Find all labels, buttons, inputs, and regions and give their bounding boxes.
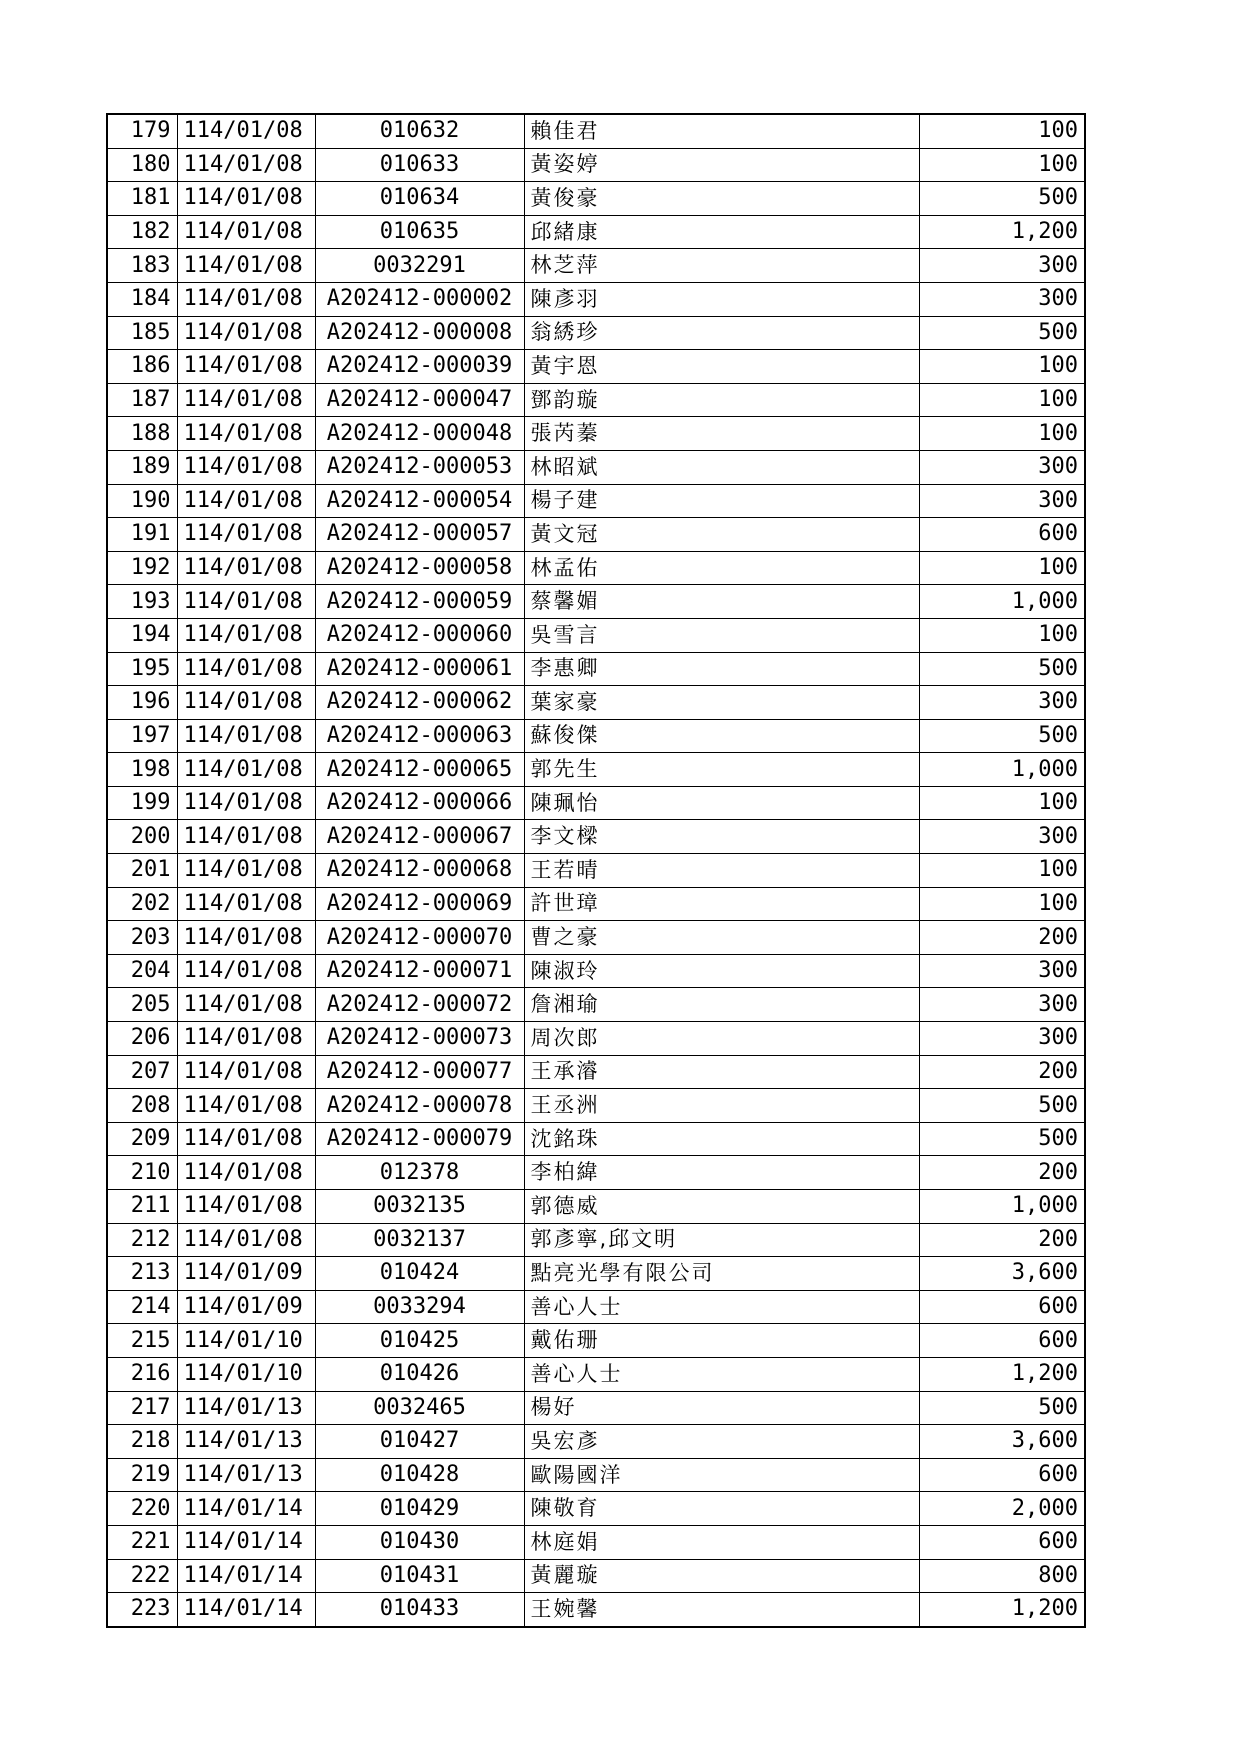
row-number-cell: 210 bbox=[107, 1156, 177, 1190]
table-row bbox=[107, 1055, 1085, 1089]
donor-name-cell: 張芮蓁 bbox=[524, 417, 919, 451]
receipt-number-cell: A202412-000059 bbox=[315, 585, 524, 619]
table-row bbox=[107, 114, 1085, 148]
donor-name-cell: 黃姿婷 bbox=[524, 148, 919, 182]
row-number-cell: 207 bbox=[107, 1055, 177, 1089]
table-row bbox=[107, 854, 1085, 888]
receipt-number-cell: 010431 bbox=[315, 1559, 524, 1593]
row-number-cell: 214 bbox=[107, 1290, 177, 1324]
date-cell: 114/01/10 bbox=[177, 1357, 315, 1391]
receipt-number-cell: 010433 bbox=[315, 1593, 524, 1627]
donor-name-cell: 李惠卿 bbox=[524, 652, 919, 686]
date-cell: 114/01/08 bbox=[177, 1156, 315, 1190]
receipt-number-cell: A202412-000071 bbox=[315, 954, 524, 988]
donor-name-cell: 郭德威 bbox=[524, 1190, 919, 1224]
donor-name-cell: 李文樑 bbox=[524, 820, 919, 854]
receipt-number-cell: 0032137 bbox=[315, 1223, 524, 1257]
amount-cell: 100 bbox=[919, 887, 1085, 921]
row-number-cell: 185 bbox=[107, 316, 177, 350]
donor-name-cell: 翁綉珍 bbox=[524, 316, 919, 350]
date-cell: 114/01/09 bbox=[177, 1290, 315, 1324]
receipt-number-cell: A202412-000068 bbox=[315, 854, 524, 888]
table-row bbox=[107, 249, 1085, 283]
amount-cell: 500 bbox=[919, 719, 1085, 753]
date-cell: 114/01/08 bbox=[177, 215, 315, 249]
donor-name-cell: 李柏緯 bbox=[524, 1156, 919, 1190]
receipt-number-cell: A202412-000058 bbox=[315, 551, 524, 585]
date-cell: 114/01/10 bbox=[177, 1324, 315, 1358]
row-number-cell: 203 bbox=[107, 921, 177, 955]
table-row bbox=[107, 383, 1085, 417]
table-row bbox=[107, 215, 1085, 249]
date-cell: 114/01/08 bbox=[177, 652, 315, 686]
date-cell: 114/01/08 bbox=[177, 585, 315, 619]
date-cell: 114/01/14 bbox=[177, 1525, 315, 1559]
date-cell: 114/01/08 bbox=[177, 1055, 315, 1089]
donor-name-cell: 賴佳君 bbox=[524, 114, 919, 148]
amount-cell: 300 bbox=[919, 988, 1085, 1022]
amount-cell: 600 bbox=[919, 1458, 1085, 1492]
row-number-cell: 223 bbox=[107, 1593, 177, 1627]
date-cell: 114/01/13 bbox=[177, 1458, 315, 1492]
table-row bbox=[107, 282, 1085, 316]
table-row bbox=[107, 753, 1085, 787]
date-cell: 114/01/08 bbox=[177, 484, 315, 518]
amount-cell: 100 bbox=[919, 786, 1085, 820]
donor-name-cell: 林孟佑 bbox=[524, 551, 919, 585]
table-row bbox=[107, 1122, 1085, 1156]
date-cell: 114/01/08 bbox=[177, 383, 315, 417]
amount-cell: 100 bbox=[919, 148, 1085, 182]
donor-name-cell: 善心人士 bbox=[524, 1290, 919, 1324]
date-cell: 114/01/08 bbox=[177, 114, 315, 148]
row-number-cell: 190 bbox=[107, 484, 177, 518]
donor-name-cell: 善心人士 bbox=[524, 1357, 919, 1391]
donor-name-cell: 吳雪言 bbox=[524, 618, 919, 652]
amount-cell: 3,600 bbox=[919, 1257, 1085, 1291]
row-number-cell: 217 bbox=[107, 1391, 177, 1425]
date-cell: 114/01/08 bbox=[177, 282, 315, 316]
receipt-number-cell: A202412-000054 bbox=[315, 484, 524, 518]
row-number-cell: 212 bbox=[107, 1223, 177, 1257]
date-cell: 114/01/08 bbox=[177, 316, 315, 350]
receipt-number-cell: A202412-000069 bbox=[315, 887, 524, 921]
amount-cell: 300 bbox=[919, 1022, 1085, 1056]
donor-name-cell: 歐陽國洋 bbox=[524, 1458, 919, 1492]
date-cell: 114/01/08 bbox=[177, 148, 315, 182]
table-row bbox=[107, 686, 1085, 720]
table-row bbox=[107, 1290, 1085, 1324]
donor-name-cell: 王丞洲 bbox=[524, 1089, 919, 1123]
table-row bbox=[107, 1525, 1085, 1559]
table-row bbox=[107, 350, 1085, 384]
table-row bbox=[107, 417, 1085, 451]
table-row bbox=[107, 652, 1085, 686]
receipt-number-cell: A202412-000039 bbox=[315, 350, 524, 384]
row-number-cell: 191 bbox=[107, 518, 177, 552]
date-cell: 114/01/08 bbox=[177, 887, 315, 921]
row-number-cell: 198 bbox=[107, 753, 177, 787]
amount-cell: 500 bbox=[919, 652, 1085, 686]
row-number-cell: 188 bbox=[107, 417, 177, 451]
amount-cell: 200 bbox=[919, 1223, 1085, 1257]
donor-name-cell: 王婉馨 bbox=[524, 1593, 919, 1627]
date-cell: 114/01/08 bbox=[177, 988, 315, 1022]
receipt-number-cell: A202412-000057 bbox=[315, 518, 524, 552]
amount-cell: 300 bbox=[919, 484, 1085, 518]
date-cell: 114/01/14 bbox=[177, 1492, 315, 1526]
date-cell: 114/01/13 bbox=[177, 1425, 315, 1459]
row-number-cell: 204 bbox=[107, 954, 177, 988]
donor-name-cell: 許世璋 bbox=[524, 887, 919, 921]
date-cell: 114/01/08 bbox=[177, 686, 315, 720]
amount-cell: 600 bbox=[919, 1324, 1085, 1358]
receipt-number-cell: A202412-000047 bbox=[315, 383, 524, 417]
date-cell: 114/01/08 bbox=[177, 820, 315, 854]
donor-name-cell: 陳珮怡 bbox=[524, 786, 919, 820]
receipt-number-cell: 010426 bbox=[315, 1357, 524, 1391]
receipt-number-cell: A202412-000060 bbox=[315, 618, 524, 652]
amount-cell: 300 bbox=[919, 450, 1085, 484]
table-row bbox=[107, 316, 1085, 350]
row-number-cell: 193 bbox=[107, 585, 177, 619]
receipt-number-cell: 010633 bbox=[315, 148, 524, 182]
amount-cell: 1,200 bbox=[919, 1357, 1085, 1391]
row-number-cell: 208 bbox=[107, 1089, 177, 1123]
receipt-number-cell: A202412-000002 bbox=[315, 282, 524, 316]
row-number-cell: 199 bbox=[107, 786, 177, 820]
date-cell: 114/01/08 bbox=[177, 182, 315, 216]
donor-name-cell: 郭先生 bbox=[524, 753, 919, 787]
donor-name-cell: 蘇俊傑 bbox=[524, 719, 919, 753]
row-number-cell: 216 bbox=[107, 1357, 177, 1391]
table-row bbox=[107, 551, 1085, 585]
donor-name-cell: 王若晴 bbox=[524, 854, 919, 888]
donor-name-cell: 楊子建 bbox=[524, 484, 919, 518]
receipt-number-cell: A202412-000066 bbox=[315, 786, 524, 820]
receipt-number-cell: A202412-000048 bbox=[315, 417, 524, 451]
amount-cell: 3,600 bbox=[919, 1425, 1085, 1459]
row-number-cell: 200 bbox=[107, 820, 177, 854]
amount-cell: 500 bbox=[919, 182, 1085, 216]
date-cell: 114/01/08 bbox=[177, 786, 315, 820]
table-row bbox=[107, 1257, 1085, 1291]
donor-name-cell: 楊好 bbox=[524, 1391, 919, 1425]
donor-name-cell: 鄧韵璇 bbox=[524, 383, 919, 417]
receipt-number-cell: A202412-000077 bbox=[315, 1055, 524, 1089]
table-row bbox=[107, 1324, 1085, 1358]
table-row bbox=[107, 1190, 1085, 1224]
table-row bbox=[107, 148, 1085, 182]
donor-name-cell: 吳宏彥 bbox=[524, 1425, 919, 1459]
donor-name-cell: 戴佑珊 bbox=[524, 1324, 919, 1358]
date-cell: 114/01/14 bbox=[177, 1593, 315, 1627]
receipt-number-cell: A202412-000079 bbox=[315, 1122, 524, 1156]
receipt-number-cell: 0032465 bbox=[315, 1391, 524, 1425]
receipt-number-cell: 0032291 bbox=[315, 249, 524, 283]
table-row bbox=[107, 182, 1085, 216]
receipt-number-cell: A202412-000008 bbox=[315, 316, 524, 350]
amount-cell: 100 bbox=[919, 383, 1085, 417]
table-row bbox=[107, 1089, 1085, 1123]
row-number-cell: 186 bbox=[107, 350, 177, 384]
row-number-cell: 197 bbox=[107, 719, 177, 753]
donor-name-cell: 黃文冠 bbox=[524, 518, 919, 552]
table-row bbox=[107, 1425, 1085, 1459]
row-number-cell: 183 bbox=[107, 249, 177, 283]
donor-name-cell: 曹之豪 bbox=[524, 921, 919, 955]
date-cell: 114/01/08 bbox=[177, 450, 315, 484]
table-row bbox=[107, 518, 1085, 552]
row-number-cell: 180 bbox=[107, 148, 177, 182]
amount-cell: 500 bbox=[919, 1089, 1085, 1123]
row-number-cell: 219 bbox=[107, 1458, 177, 1492]
receipt-number-cell: 010634 bbox=[315, 182, 524, 216]
date-cell: 114/01/08 bbox=[177, 854, 315, 888]
receipt-number-cell: A202412-000053 bbox=[315, 450, 524, 484]
date-cell: 114/01/13 bbox=[177, 1391, 315, 1425]
date-cell: 114/01/08 bbox=[177, 1089, 315, 1123]
row-number-cell: 182 bbox=[107, 215, 177, 249]
table-row bbox=[107, 1022, 1085, 1056]
donor-name-cell: 點亮光學有限公司 bbox=[524, 1257, 919, 1291]
date-cell: 114/01/08 bbox=[177, 518, 315, 552]
table-row bbox=[107, 1391, 1085, 1425]
date-cell: 114/01/08 bbox=[177, 417, 315, 451]
amount-cell: 200 bbox=[919, 1055, 1085, 1089]
receipt-number-cell: 010424 bbox=[315, 1257, 524, 1291]
amount-cell: 1,000 bbox=[919, 1190, 1085, 1224]
table-row bbox=[107, 484, 1085, 518]
table-row bbox=[107, 1357, 1085, 1391]
receipt-number-cell: A202412-000062 bbox=[315, 686, 524, 720]
amount-cell: 100 bbox=[919, 114, 1085, 148]
row-number-cell: 218 bbox=[107, 1425, 177, 1459]
receipt-number-cell: A202412-000061 bbox=[315, 652, 524, 686]
row-number-cell: 184 bbox=[107, 282, 177, 316]
amount-cell: 100 bbox=[919, 417, 1085, 451]
receipt-number-cell: A202412-000070 bbox=[315, 921, 524, 955]
table-row bbox=[107, 1492, 1085, 1526]
row-number-cell: 201 bbox=[107, 854, 177, 888]
amount-cell: 300 bbox=[919, 686, 1085, 720]
amount-cell: 500 bbox=[919, 1391, 1085, 1425]
receipt-number-cell: 0033294 bbox=[315, 1290, 524, 1324]
row-number-cell: 194 bbox=[107, 618, 177, 652]
donor-name-cell: 蔡馨媚 bbox=[524, 585, 919, 619]
donor-name-cell: 黃麗璇 bbox=[524, 1559, 919, 1593]
receipt-number-cell: A202412-000072 bbox=[315, 988, 524, 1022]
donor-name-cell: 葉家豪 bbox=[524, 686, 919, 720]
date-cell: 114/01/08 bbox=[177, 249, 315, 283]
receipt-number-cell: A202412-000078 bbox=[315, 1089, 524, 1123]
table-row bbox=[107, 1458, 1085, 1492]
date-cell: 114/01/14 bbox=[177, 1559, 315, 1593]
donor-name-cell: 王承濬 bbox=[524, 1055, 919, 1089]
row-number-cell: 205 bbox=[107, 988, 177, 1022]
table-row bbox=[107, 887, 1085, 921]
amount-cell: 100 bbox=[919, 618, 1085, 652]
row-number-cell: 213 bbox=[107, 1257, 177, 1291]
receipt-number-cell: A202412-000073 bbox=[315, 1022, 524, 1056]
amount-cell: 600 bbox=[919, 1290, 1085, 1324]
donor-name-cell: 林庭娟 bbox=[524, 1525, 919, 1559]
receipt-number-cell: A202412-000067 bbox=[315, 820, 524, 854]
donation-ledger-table bbox=[106, 113, 1086, 1628]
ledger-body bbox=[107, 114, 1085, 1627]
table-row bbox=[107, 954, 1085, 988]
amount-cell: 100 bbox=[919, 350, 1085, 384]
receipt-number-cell: 010632 bbox=[315, 114, 524, 148]
date-cell: 114/01/08 bbox=[177, 1223, 315, 1257]
table-row bbox=[107, 1559, 1085, 1593]
donor-name-cell: 沈銘珠 bbox=[524, 1122, 919, 1156]
donor-name-cell: 陳淑玲 bbox=[524, 954, 919, 988]
row-number-cell: 181 bbox=[107, 182, 177, 216]
donor-name-cell: 陳敬育 bbox=[524, 1492, 919, 1526]
row-number-cell: 215 bbox=[107, 1324, 177, 1358]
amount-cell: 800 bbox=[919, 1559, 1085, 1593]
receipt-number-cell: 010428 bbox=[315, 1458, 524, 1492]
donor-name-cell: 林芝萍 bbox=[524, 249, 919, 283]
table-row bbox=[107, 1156, 1085, 1190]
row-number-cell: 189 bbox=[107, 450, 177, 484]
receipt-number-cell: 010427 bbox=[315, 1425, 524, 1459]
amount-cell: 300 bbox=[919, 954, 1085, 988]
table-row bbox=[107, 585, 1085, 619]
amount-cell: 200 bbox=[919, 1156, 1085, 1190]
table-row bbox=[107, 820, 1085, 854]
donor-name-cell: 陳彥羽 bbox=[524, 282, 919, 316]
amount-cell: 100 bbox=[919, 854, 1085, 888]
row-number-cell: 196 bbox=[107, 686, 177, 720]
receipt-number-cell: 010635 bbox=[315, 215, 524, 249]
date-cell: 114/01/09 bbox=[177, 1257, 315, 1291]
table-row bbox=[107, 618, 1085, 652]
date-cell: 114/01/08 bbox=[177, 618, 315, 652]
receipt-number-cell: 012378 bbox=[315, 1156, 524, 1190]
donor-name-cell: 周次郎 bbox=[524, 1022, 919, 1056]
row-number-cell: 211 bbox=[107, 1190, 177, 1224]
date-cell: 114/01/08 bbox=[177, 1022, 315, 1056]
table-row bbox=[107, 786, 1085, 820]
amount-cell: 1,200 bbox=[919, 1593, 1085, 1627]
row-number-cell: 202 bbox=[107, 887, 177, 921]
amount-cell: 1,200 bbox=[919, 215, 1085, 249]
amount-cell: 2,000 bbox=[919, 1492, 1085, 1526]
date-cell: 114/01/08 bbox=[177, 753, 315, 787]
date-cell: 114/01/08 bbox=[177, 921, 315, 955]
table-row bbox=[107, 921, 1085, 955]
amount-cell: 200 bbox=[919, 921, 1085, 955]
amount-cell: 300 bbox=[919, 249, 1085, 283]
row-number-cell: 179 bbox=[107, 114, 177, 148]
row-number-cell: 209 bbox=[107, 1122, 177, 1156]
date-cell: 114/01/08 bbox=[177, 719, 315, 753]
table-row bbox=[107, 1593, 1085, 1627]
amount-cell: 500 bbox=[919, 1122, 1085, 1156]
amount-cell: 300 bbox=[919, 282, 1085, 316]
table-row bbox=[107, 1223, 1085, 1257]
donor-name-cell: 詹湘瑜 bbox=[524, 988, 919, 1022]
amount-cell: 600 bbox=[919, 518, 1085, 552]
row-number-cell: 206 bbox=[107, 1022, 177, 1056]
receipt-number-cell: 010429 bbox=[315, 1492, 524, 1526]
row-number-cell: 222 bbox=[107, 1559, 177, 1593]
receipt-number-cell: 0032135 bbox=[315, 1190, 524, 1224]
amount-cell: 100 bbox=[919, 551, 1085, 585]
date-cell: 114/01/08 bbox=[177, 1190, 315, 1224]
donor-name-cell: 林昭斌 bbox=[524, 450, 919, 484]
amount-cell: 300 bbox=[919, 820, 1085, 854]
row-number-cell: 221 bbox=[107, 1525, 177, 1559]
receipt-number-cell: A202412-000065 bbox=[315, 753, 524, 787]
amount-cell: 500 bbox=[919, 316, 1085, 350]
row-number-cell: 187 bbox=[107, 383, 177, 417]
row-number-cell: 220 bbox=[107, 1492, 177, 1526]
date-cell: 114/01/08 bbox=[177, 551, 315, 585]
date-cell: 114/01/08 bbox=[177, 954, 315, 988]
receipt-number-cell: 010425 bbox=[315, 1324, 524, 1358]
amount-cell: 1,000 bbox=[919, 753, 1085, 787]
amount-cell: 1,000 bbox=[919, 585, 1085, 619]
row-number-cell: 192 bbox=[107, 551, 177, 585]
donor-name-cell: 黃俊豪 bbox=[524, 182, 919, 216]
date-cell: 114/01/08 bbox=[177, 350, 315, 384]
receipt-number-cell: 010430 bbox=[315, 1525, 524, 1559]
donor-name-cell: 邱緒康 bbox=[524, 215, 919, 249]
table-row bbox=[107, 988, 1085, 1022]
receipt-number-cell: A202412-000063 bbox=[315, 719, 524, 753]
amount-cell: 600 bbox=[919, 1525, 1085, 1559]
row-number-cell: 195 bbox=[107, 652, 177, 686]
donor-name-cell: 郭彥寧,邱文明 bbox=[524, 1223, 919, 1257]
table-row bbox=[107, 450, 1085, 484]
table-row bbox=[107, 719, 1085, 753]
donor-name-cell: 黃宇恩 bbox=[524, 350, 919, 384]
date-cell: 114/01/08 bbox=[177, 1122, 315, 1156]
